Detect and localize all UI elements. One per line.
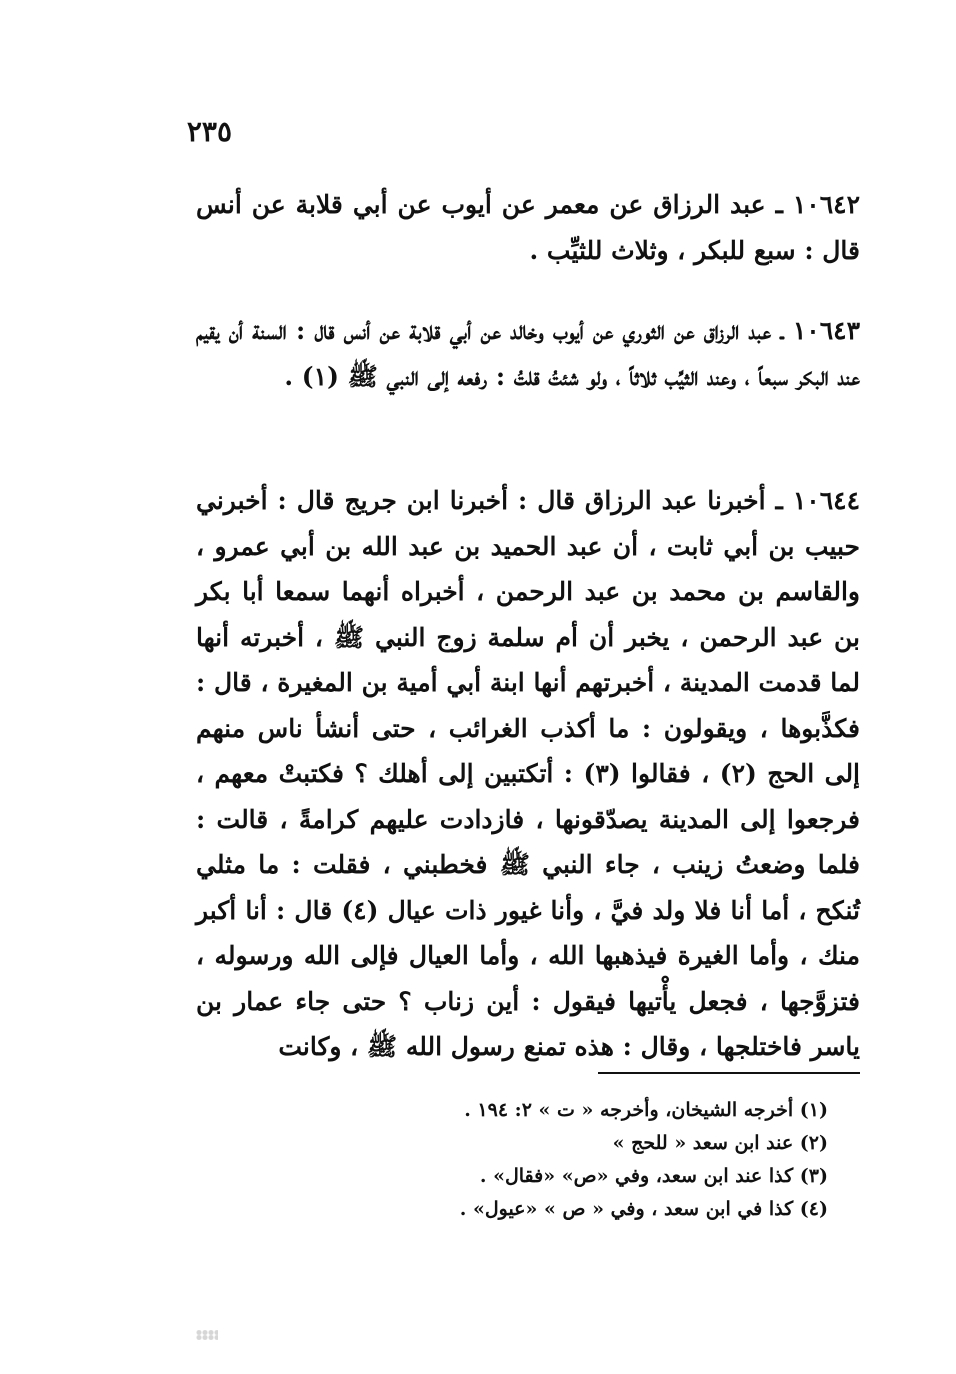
hadith-text: ١٠٦٤٤ ـ أخبرنا عبد الرزاق قال : أخبرنا ابن جريج قال : أخبرني حبيب بن أبي ثابت ، أن عبد الحميد بن عبد الله بن أبي عمرو ، والقاسم بن محمد بن عبد الرحمن ، أخبراه أنهما سمعا أبا بكر بن عبد الرحمن ، يخبر أن أم سلمة زوج النبي ﷺ ، أخبرته أنها لما قدمت المدينة ، أخبرتهم أنها ابنة أبي أمية بن المغيرة ، قال : فكذَّبوها ، ويقولون : ما أكذب الغرائب ، حتى أنشأ ناس منهم إلى الحج (٢) ، فقالوا (٣) : أتكتبين إلى أهلك ؟ فكتبتْ معهم ، فرجعوا إلى المدينة يصدّقونها ، فازدادت عليهم كرامةً ، قالت : فلما وضعتُ زينب ، جاء النبي ﷺ فخطبني ، فقلت : ما مثلي تُنكح ، أما أنا فلا ولد فيَّ ، وأنا غيور ذات عيال (٤) قال : أنا أكبر منك ، وأما الغيرة فيذهبها الله ، وأما العيال فإلى الله ورسوله ، فتزوَّجها ، فجعل يأْتيها فيقول : أين زناب ؟ حتى جاء عمار بن ياسر فاختلجها ، وقال : هذه تمنع رسول الله ﷺ ، وكانت xyxy=(196,486,861,1061)
footnote-1: (١) أخرجه الشيخان، وأخرجه « ت » ٢: ١٩٤ . xyxy=(464,1099,828,1121)
hadith-text: ١٠٦٤٣ ـ عبد الرزاق عن الثوري عن أيوب وخالد عن أبي قلابة عن أنس قال : السنة أن يقيم عند البكر سبعاً ، وعند الثيِّب ثلاثاً ، ولو شئتُ قلتُ : رفعه إلى النبي ﷺ (١) . xyxy=(196,316,860,391)
hadith-10643 xyxy=(196,308,860,399)
hadith-10644 xyxy=(196,478,860,1070)
scan-speck xyxy=(196,1330,218,1340)
page-number: ٢٣٥ xyxy=(186,115,232,148)
hadith-text: ١٠٦٤٢ ـ عبد الرزاق عن معمر عن أيوب عن أبي قلابة عن أنس قال : سبع للبكر ، وثلاث للثيِّب . xyxy=(196,190,860,265)
footnote-4: (٤) كذا في ابن سعد ، وفي « ص » «عيول» . xyxy=(459,1198,828,1220)
footnote-3: (٣) كذا عند ابن سعد، وفي «ص» «فقال» . xyxy=(479,1165,828,1187)
footnote-divider xyxy=(598,1072,860,1074)
hadith-10642 xyxy=(196,182,860,273)
footnote-2: (٢) عند ابن سعد « للحج » xyxy=(612,1132,828,1154)
footnotes xyxy=(268,1094,828,1226)
